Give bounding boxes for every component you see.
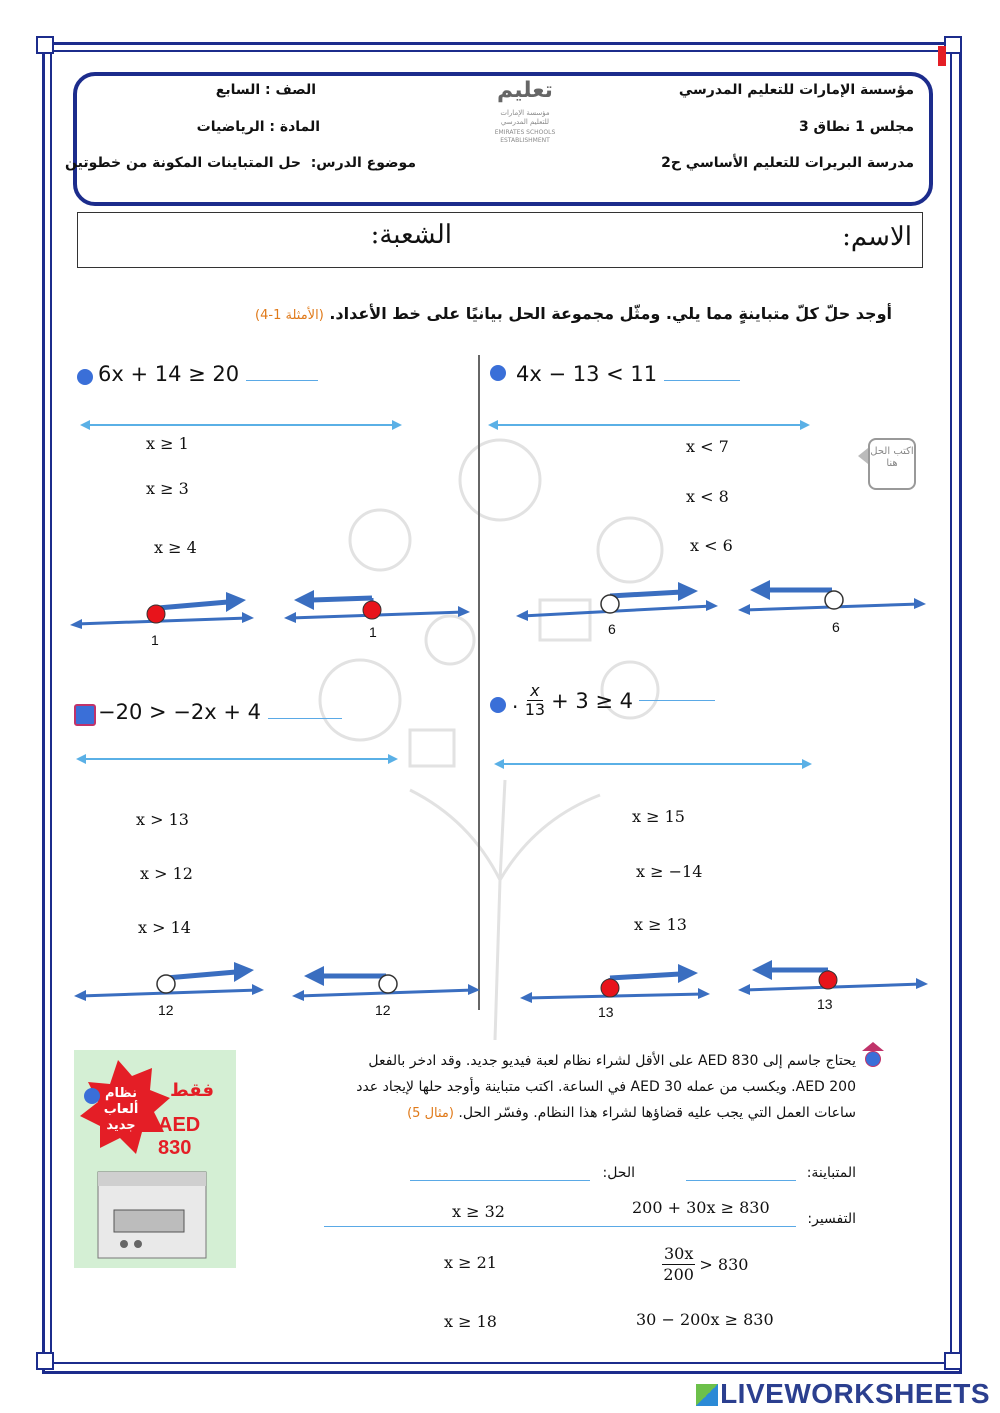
graph-option[interactable]	[282, 588, 472, 638]
logo-word: تعليم	[497, 78, 553, 103]
graph-label: 6	[832, 619, 840, 635]
subject-label: المادة : الرياضيات	[196, 119, 320, 135]
answer-blank[interactable]	[664, 380, 740, 381]
word-line-text: ساعات العمل التي يجب عليه قضاؤها لشراء هذا النظام. وفسّر الحل.	[458, 1105, 856, 1121]
graph-option[interactable]	[68, 588, 258, 638]
home-icon[interactable]	[862, 1042, 884, 1066]
brand-text: LIVEWORKSHEETS	[720, 1378, 990, 1409]
answer-dot[interactable]	[84, 1088, 100, 1104]
solution-option-3[interactable]: x ≥ 18	[444, 1312, 497, 1331]
red-tab	[938, 46, 946, 66]
council-name: مجلس 1 نطاق 3	[798, 119, 914, 135]
answer-blank[interactable]	[639, 700, 715, 701]
option-3[interactable]: x ≥ 4	[154, 538, 197, 557]
fraction-denominator: 200	[663, 1265, 694, 1284]
graph-label: 12	[375, 1002, 391, 1018]
option-2[interactable]: x ≥ −14	[636, 862, 703, 881]
instructions	[255, 304, 892, 323]
problem-4-inequality: . $\frac{x}{13}$ + 3 ≥ 4	[512, 682, 715, 719]
org-name: مؤسسة الإمارات للتعليم المدرسي	[678, 82, 914, 98]
graph-option[interactable]	[736, 956, 930, 1000]
fraction-numerator: x	[527, 682, 542, 701]
topic-title: حل المتباينات المكونة من خطوتين	[65, 155, 301, 171]
write-here-sticker	[868, 438, 916, 490]
explain-blank[interactable]	[324, 1226, 796, 1227]
word-line: يحتاج جاسم إلى AED 830 على الأقل لشراء نظام لعبة فيديو جديد. وقد ادخر بالفعل	[368, 1053, 856, 1069]
logo-arabic: مؤسسة الإمارات للتعليم المدرسي	[500, 109, 550, 126]
option-3[interactable]: x < 6	[690, 536, 733, 555]
frame-corner	[36, 36, 54, 54]
graph-label: 1	[151, 632, 159, 648]
option-2[interactable]: x > 12	[140, 864, 193, 883]
solution-option-1[interactable]: x ≥ 32	[452, 1202, 505, 1221]
ministry-logo	[490, 78, 560, 170]
name-label: الاسم:	[842, 222, 912, 252]
graph-label: 6	[608, 621, 616, 637]
sticker-pointer	[858, 448, 868, 464]
video-game-ad-image	[74, 1050, 236, 1268]
inequality-label: المتباينة:	[806, 1165, 856, 1181]
answer-dot[interactable]	[490, 697, 506, 713]
number-line	[488, 416, 810, 434]
graph-option[interactable]	[290, 960, 482, 1006]
option-2[interactable]: x < 8	[686, 487, 729, 506]
problem-3-inequality	[98, 700, 342, 724]
explain-label: التفسير:	[807, 1211, 856, 1227]
solution-option-2[interactable]: x ≥ 21	[444, 1253, 497, 1272]
word-ref: (مثال 5)	[407, 1106, 454, 1121]
problem-1-inequality	[98, 362, 318, 386]
graph-option[interactable]	[736, 576, 928, 620]
problem-2-text: 4x − 13 < 11	[516, 362, 658, 386]
answer-blank[interactable]	[268, 718, 342, 719]
school-name: مدرسة البريرات للتعليم الأساسي ح2	[661, 155, 914, 171]
instructions-ref: (الأمثلة 1-4)	[255, 308, 324, 323]
problem-2-inequality	[516, 362, 740, 386]
option-1[interactable]: x ≥ 15	[632, 807, 685, 826]
word-line: AED 200. ويكسب من عمله AED 30 في الساعة. اكتب متباينة وأوجد حلها لإيجاد عدد	[356, 1079, 856, 1095]
problem-3-text: −20 > −2x + 4	[98, 700, 261, 724]
topic-label: موضوع الدرس:	[310, 155, 416, 171]
graph-option[interactable]	[514, 582, 720, 626]
fraction	[662, 1244, 695, 1285]
option-1[interactable]: x < 7	[686, 437, 729, 456]
graph-label: 13	[817, 996, 833, 1012]
brand-icon	[696, 1384, 718, 1406]
graph-option[interactable]	[518, 964, 712, 1008]
solution-label: الحل:	[602, 1165, 635, 1181]
problem-4-text: + 3 ≥ 4	[551, 688, 634, 713]
inequality-option-1[interactable]: 200 + 30x ≥ 830	[632, 1198, 770, 1217]
option-2[interactable]: x ≥ 3	[146, 479, 189, 498]
tree-watermark	[300, 400, 720, 1040]
option-1[interactable]: x > 13	[136, 810, 189, 829]
graph-label: 13	[598, 1004, 614, 1020]
ad-badge: نظام ألعاب جديد	[103, 1086, 139, 1133]
graph-option[interactable]	[72, 960, 266, 1006]
number-line	[494, 755, 812, 773]
inequality-blank[interactable]	[686, 1180, 796, 1181]
answer-blank[interactable]	[246, 380, 318, 381]
answer-dot[interactable]	[77, 369, 93, 385]
name-section-box	[77, 212, 923, 268]
option-3[interactable]: x ≥ 13	[634, 915, 687, 934]
inequality-option-2-rest: > 830	[699, 1255, 749, 1274]
graph-label: 12	[158, 1002, 174, 1018]
option-3[interactable]: x > 14	[138, 918, 191, 937]
answer-dot[interactable]	[490, 365, 506, 381]
logo-english: EMIRATES SCHOOLS ESTABLISHMENT	[494, 129, 556, 144]
frame-corner	[36, 1352, 54, 1370]
frame-corner	[944, 36, 962, 54]
ad-price: AED 830	[158, 1114, 201, 1159]
grade-label: الصف : السابع	[215, 82, 316, 98]
fraction-numerator: 30x	[664, 1244, 694, 1263]
number-line	[76, 750, 398, 768]
number-line	[80, 416, 402, 434]
problem-1-text: 6x + 14 ≥ 20	[98, 362, 240, 386]
frame-corner	[944, 1352, 962, 1370]
fraction	[525, 682, 545, 719]
home-dot-icon[interactable]	[74, 704, 96, 726]
sticker-text: اكتب الحل هنا	[870, 446, 914, 469]
graph-label: 1	[369, 624, 377, 640]
ad-title: فقط	[170, 1080, 215, 1101]
inequality-option-2[interactable]	[662, 1244, 748, 1285]
column-divider	[478, 355, 480, 1010]
option-1[interactable]: x ≥ 1	[146, 434, 189, 453]
inequality-option-3[interactable]: 30 − 200x ≥ 830	[636, 1310, 774, 1329]
brand-footer	[696, 1378, 990, 1410]
solution-blank[interactable]	[410, 1180, 590, 1181]
fraction-denominator: 13	[524, 700, 546, 719]
instructions-text: أوجد حلّ كلّ متباينةٍ مما يلي. ومثّل مجموعة الحل بيانيًا على خط الأعداد.	[329, 304, 892, 323]
word-line	[256, 1100, 856, 1127]
section-label: الشعبة:	[370, 220, 452, 250]
word-problem	[256, 1048, 856, 1127]
